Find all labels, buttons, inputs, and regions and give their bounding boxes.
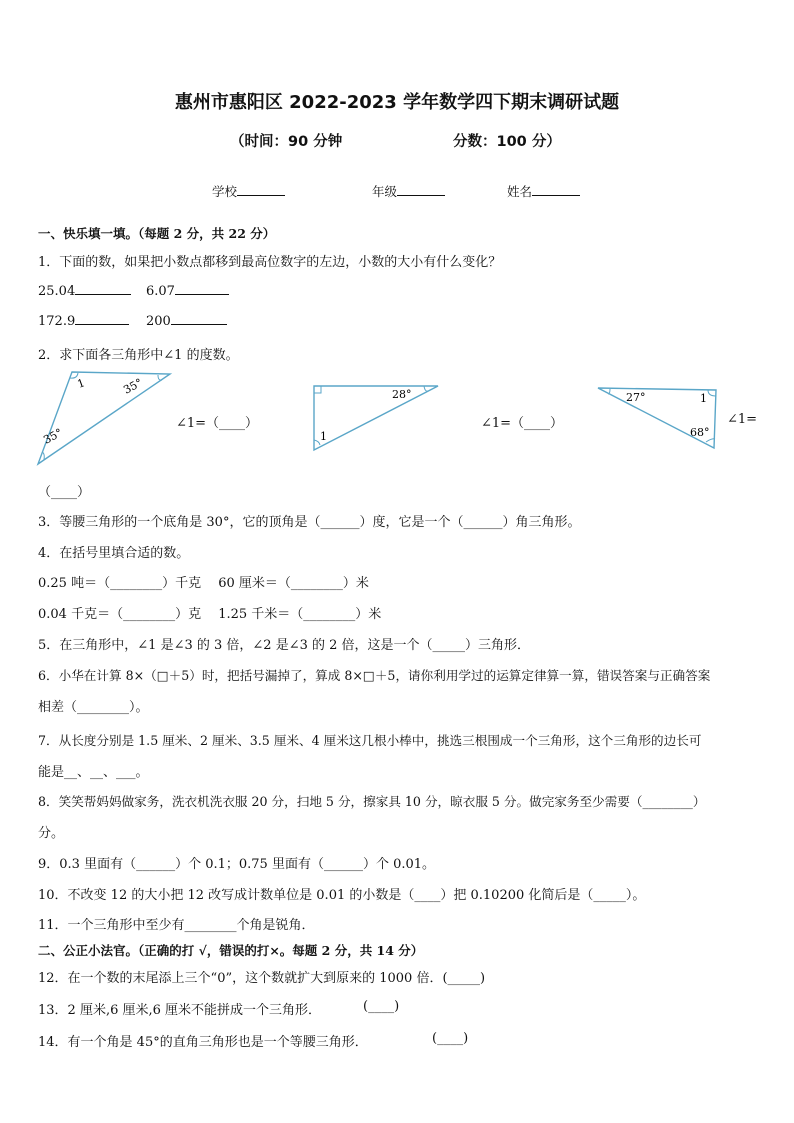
triangle-2-label-a: 28° — [392, 388, 412, 401]
triangle-3-shape — [598, 388, 716, 448]
grade-field — [372, 182, 445, 200]
triangle-3-label-b: 1 — [700, 392, 707, 405]
q1-item-1: 25.04 — [38, 284, 131, 299]
q9-text: 9．0.3 里面有（______）个 0.1；0.75 里面有（______）个 0.01。 — [38, 857, 436, 872]
q4-row-1: 0.25 吨＝（________）千克 60 厘米＝（________）米 — [38, 576, 369, 591]
name-blank[interactable] — [532, 185, 580, 196]
q10-text: 10．不改变 12 的大小把 12 改写成计数单位是 0.01 的小数是（____）把 0.10200 化简后是（_____）。 — [38, 888, 646, 903]
q4-row-2: 0.04 千克＝（________）克 1.25 千米＝（________）米 — [38, 607, 382, 622]
q6-line-1: 6．小华在计算 8×（□＋5）时，把括号漏掉了，算成 8×□＋5，请你利用学过的运算定律算一算，错误答案与正确答案 — [38, 668, 711, 683]
q1-text: 1．下面的数，如果把小数点都移到最高位数字的左边，小数的大小有什么变化？ — [38, 255, 502, 270]
triangle-2-shape — [314, 386, 438, 450]
exam-score: 分数：100 分） — [453, 134, 561, 150]
triangle-3-figure — [594, 384, 722, 452]
q8-line-1: 8．笑笑帮妈妈做家务，洗衣机洗衣服 20 分，扫地 5 分，擦家具 10 分，晾衣服 5 分。做完家务至少需要（________） — [38, 794, 706, 809]
name-field — [507, 182, 580, 200]
triangle-2-label-b: 1 — [320, 430, 327, 443]
q14-answer[interactable]: (____) — [432, 1031, 469, 1046]
q7-line-1: 7．从长度分别是 1.5 厘米、2 厘米、3.5 厘米、4 厘米这几根小棒中，挑选三根围成一个三角形，这个三角形的边长可 — [38, 733, 702, 748]
triangle-3-arc-right — [708, 390, 716, 396]
q2-answer-1[interactable]: ∠1=（____） — [176, 416, 259, 431]
grade-blank[interactable] — [397, 185, 445, 196]
q2-answer-3-blank[interactable]: （____） — [38, 485, 91, 500]
triangle-2-figure — [308, 382, 444, 454]
q2-text: 2．求下面各三角形中∠1 的度数。 — [38, 348, 239, 363]
q2-answer-2[interactable]: ∠1=（____） — [481, 416, 564, 431]
page-title: 惠州市惠阳区 2022-2023 学年数学四下期末调研试题 — [174, 92, 620, 113]
triangle-1-shape — [38, 372, 170, 464]
triangle-3-label-c: 68° — [690, 426, 710, 439]
q13-text: 13．2 厘米,6 厘米,6 厘米不能拼成一个三角形． — [38, 1003, 322, 1018]
q12-text: 12．在一个数的末尾添上三个“0”，这个数就扩大到原来的 1000 倍．(_____) — [38, 971, 486, 986]
q7-line-2: 能是__、__、___。 — [38, 765, 149, 780]
school-label: 学校 — [212, 184, 238, 199]
triangle-2-arc-right — [424, 386, 428, 391]
q5-text: 5．在三角形中，∠1 是∠3 的 3 倍，∠2 是∠3 的 2 倍，这是一个（_____）三角形． — [38, 638, 531, 653]
q14-text: 14．有一个角是 45°的直角三角形也是一个等腰三角形． — [38, 1035, 368, 1050]
q3-text: 3．等腰三角形的一个底角是 30°，它的顶角是（______）度，它是一个（______）角三角形。 — [38, 515, 581, 530]
q6-line-2: 相差（________）。 — [38, 700, 149, 715]
triangle-1-label-a: 1 — [75, 376, 87, 391]
q13-answer[interactable]: (____) — [363, 999, 400, 1014]
triangle-1-label-b: 35° — [121, 376, 145, 397]
q8-line-2: 分。 — [38, 826, 65, 841]
school-blank[interactable] — [237, 185, 285, 196]
section-1-heading: 一、快乐填一填。（每题 2 分，共 22 分） — [38, 226, 276, 241]
q1-item-4: 200 — [146, 314, 227, 329]
triangle-1-label-c: 35° — [41, 426, 65, 447]
section-2-heading: 二、公正小法官。（正确的打 √，错误的打×。每题 2 分，共 14 分） — [38, 943, 424, 958]
q2-answer-3-label: ∠1= — [727, 412, 758, 427]
triangle-2-right-angle-mark — [314, 386, 321, 393]
school-field — [212, 182, 285, 200]
exam-time: （时间：90 分钟 — [230, 134, 343, 150]
grade-label: 年级 — [372, 184, 398, 199]
q11-text: 11．一个三角形中至少有________个角是锐角． — [38, 918, 315, 933]
triangle-3-label-a: 27° — [626, 391, 646, 404]
q1-item-3: 172.9 — [38, 314, 129, 329]
triangle-1-figure — [34, 368, 176, 468]
q4-text: 4．在括号里填合适的数。 — [38, 546, 190, 561]
q1-item-2: 6.07 — [146, 284, 229, 299]
name-label: 姓名 — [507, 184, 533, 199]
